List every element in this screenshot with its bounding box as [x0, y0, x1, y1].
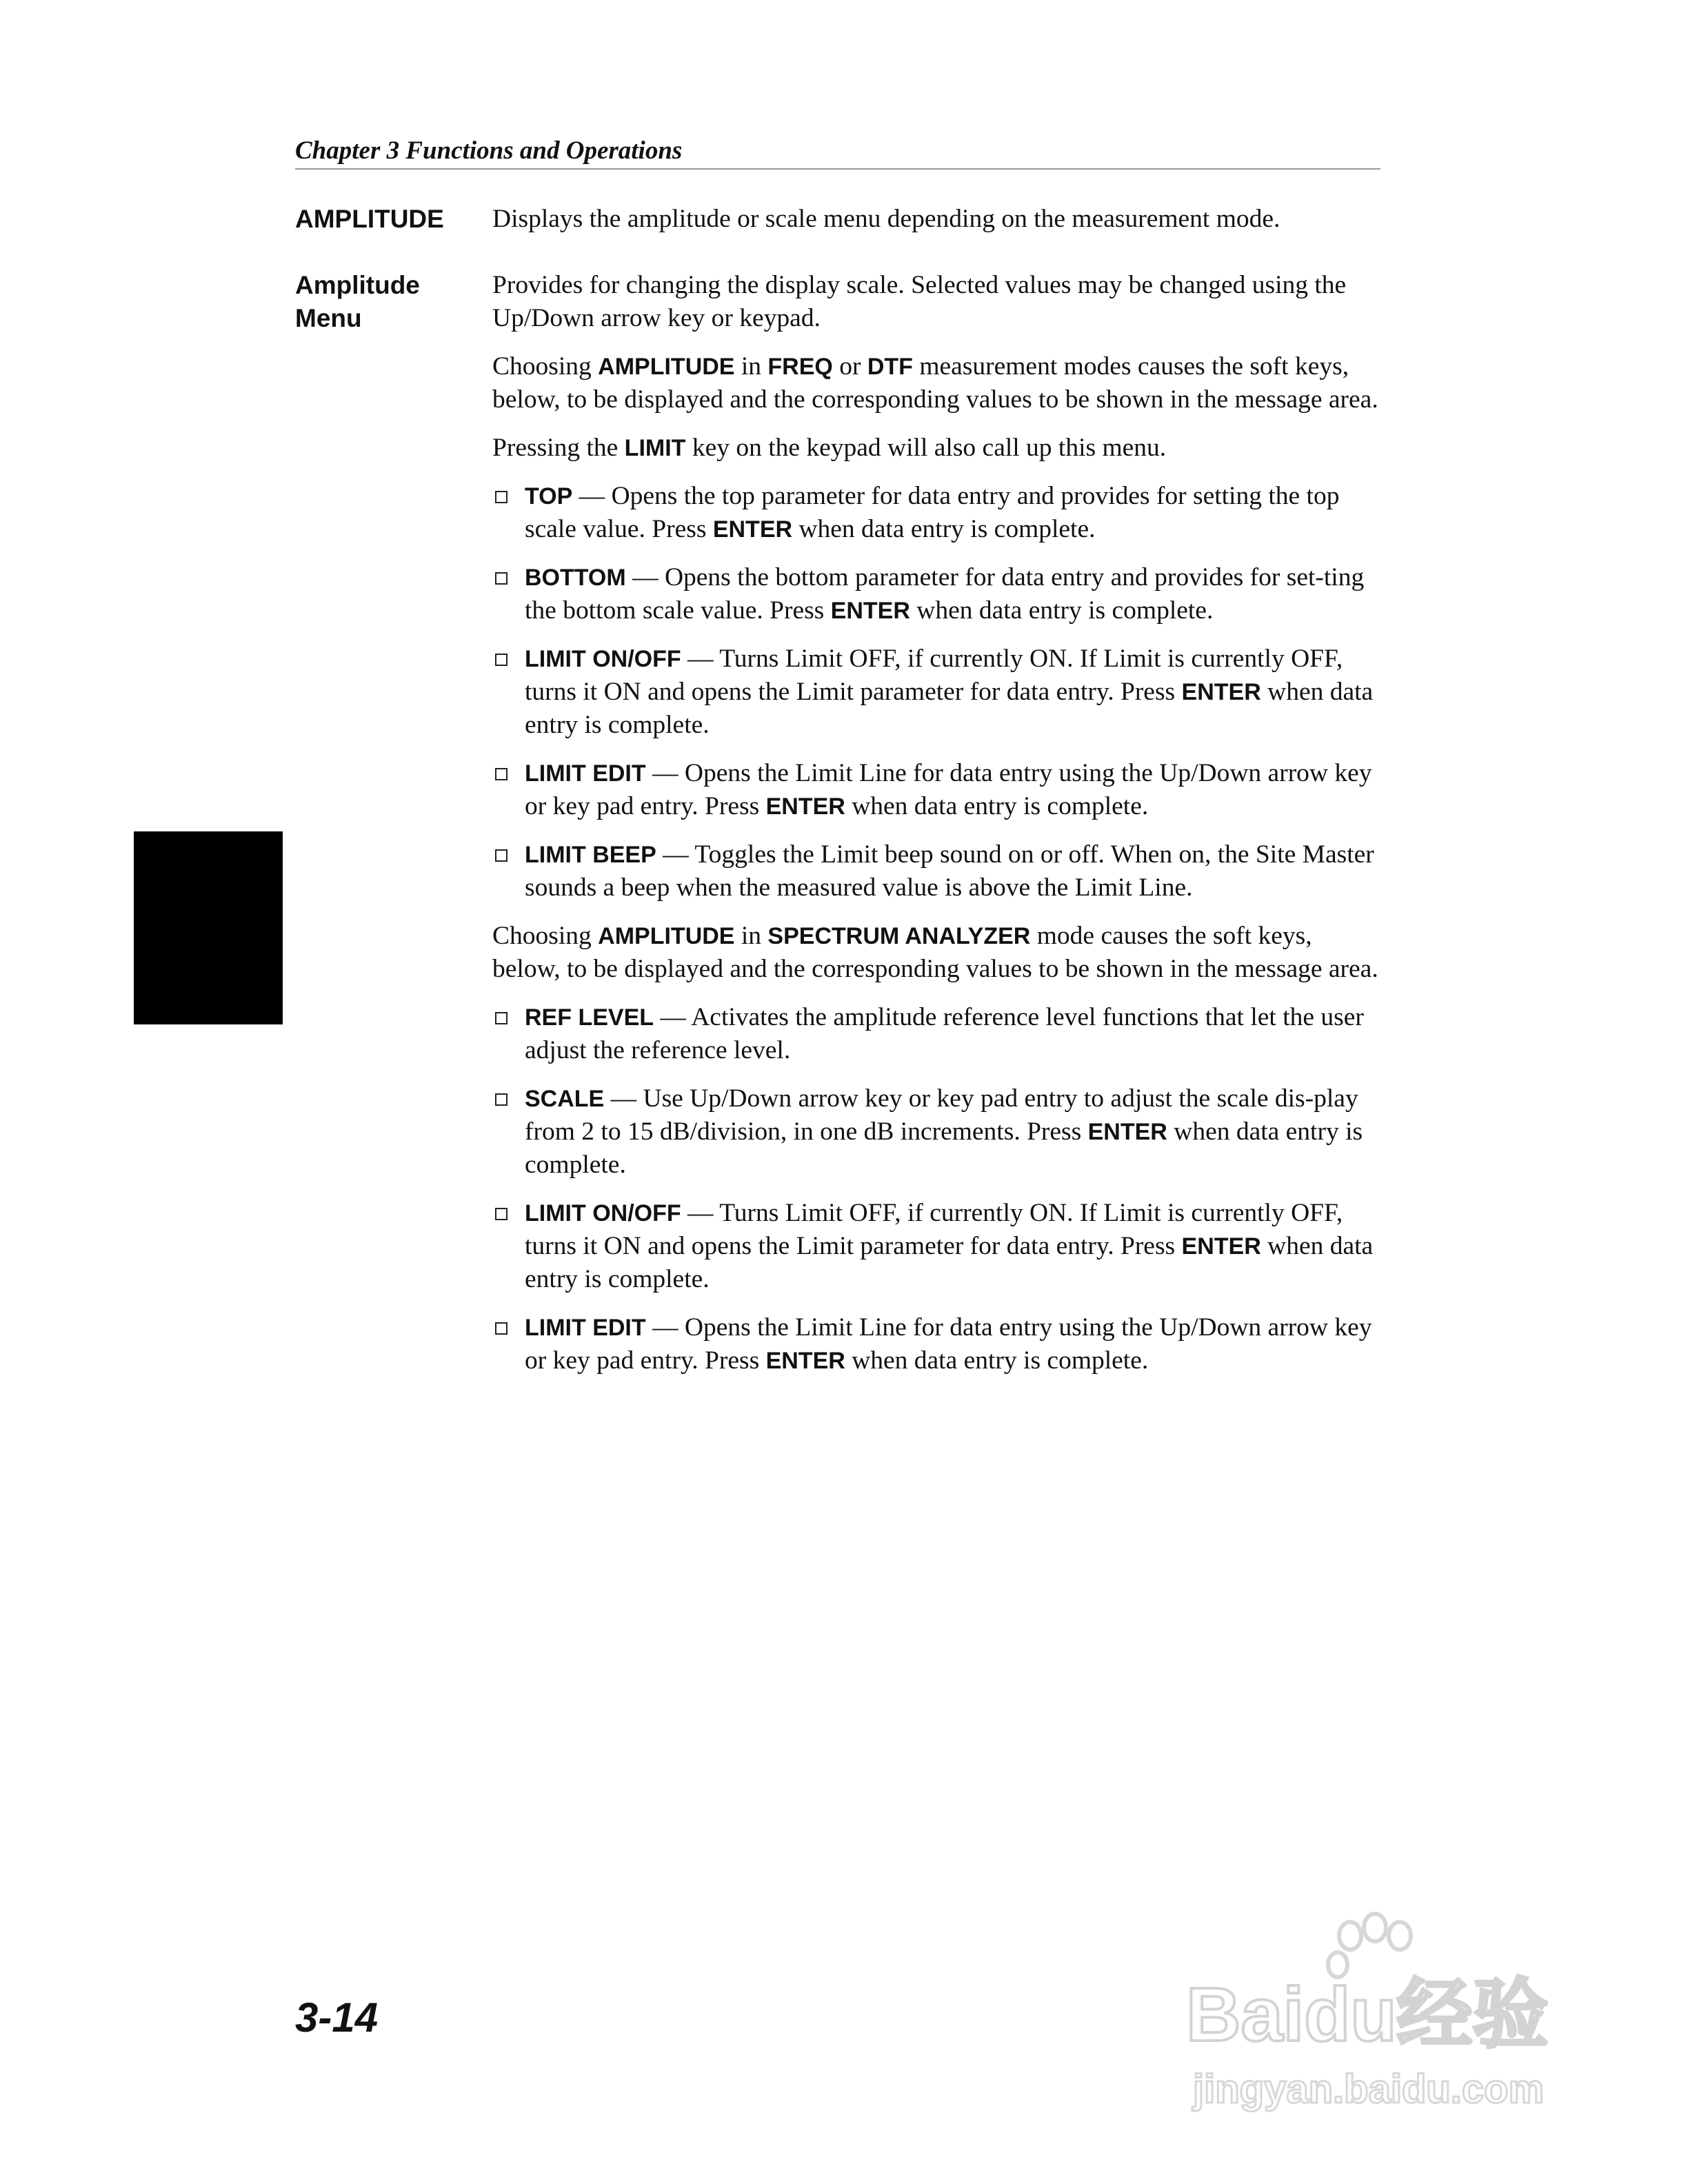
- keyword-spectrum-analyzer: SPECTRUM ANALYZER: [767, 923, 1031, 949]
- list-item: TOP — Opens the top parameter for data entry and provides for setting the top scale value. Press ENTER when data entry is complete.: [492, 480, 1382, 546]
- term-amplitude-menu: [295, 269, 474, 335]
- checkbox-bullet-icon: [495, 572, 508, 585]
- keyword-dtf: DTF: [867, 354, 913, 380]
- amplitude-menu-body: [492, 269, 1382, 1393]
- checkbox-bullet-icon: [495, 849, 508, 862]
- list-item: LIMIT EDIT — Opens the Limit Line for data entry using the Up/Down arrow key or key pad entry. Press ENTER when data entry is complete.: [492, 1311, 1382, 1377]
- keyword-freq: FREQ: [767, 354, 833, 380]
- keyword-amplitude: AMPLITUDE: [598, 354, 735, 380]
- svg-text:jingyan.baidu.com: jingyan.baidu.com: [1193, 2067, 1545, 2112]
- list-item: LIMIT BEEP — Toggles the Limit beep sound on or off. When on, the Site Master sounds a beep when the measured value is above the Limit Line.: [492, 838, 1382, 904]
- list-item: BOTTOM — Opens the bottom parameter for data entry and provides for set-ting the bottom scale value. Press ENTER when data entry is complete.: [492, 561, 1382, 627]
- list-item: LIMIT EDIT — Opens the Limit Line for data entry using the Up/Down arrow key or key pad entry. Press ENTER when data entry is complete.: [492, 757, 1382, 823]
- checkbox-bullet-icon: [495, 768, 508, 780]
- baidu-watermark-logo: [1172, 1910, 1586, 2116]
- term-amplitude-menu-line1: Amplitude: [295, 271, 420, 299]
- checkbox-bullet-icon: [495, 491, 508, 503]
- page-number: 3-14: [295, 1994, 379, 2041]
- list-item: SCALE — Use Up/Down arrow key or key pad entry to adjust the scale dis-play from 2 to 15 dB/division, in one dB increments. Press ENTER when data entry is complete.: [492, 1082, 1382, 1182]
- term-amplitude: AMPLITUDE: [295, 205, 444, 233]
- list-item: LIMIT ON/OFF — Turns Limit OFF, if currently ON. If Limit is currently OFF, turns it ON and opens the Limit parameter for data entry. Press ENTER when data entry is complete.: [492, 643, 1382, 742]
- spectrum-softkey-list: [492, 1001, 1382, 1377]
- checkbox-bullet-icon: [495, 654, 508, 666]
- menu-description: Provides for changing the display scale. Selected values may be changed using the Up/Down arrow key or keypad.: [492, 271, 1347, 332]
- checkbox-bullet-icon: [495, 1093, 508, 1106]
- list-item: REF LEVEL — Activates the amplitude reference level functions that let the user adjust the reference level.: [492, 1001, 1382, 1067]
- limit-key-paragraph: Pressing the LIMIT key on the keypad will also call up this menu.: [492, 434, 1167, 462]
- freq-dtf-paragraph: Choosing AMPLITUDE in FREQ or DTF measurement modes causes the soft keys, below, to be displayed and the corresponding values to be shown in the message area.: [492, 352, 1378, 414]
- svg-text:Baidu经验: Baidu经验: [1186, 1972, 1549, 2057]
- checkbox-bullet-icon: [495, 1208, 508, 1220]
- checkbox-bullet-icon: [495, 1322, 508, 1335]
- freq-softkey-list: [492, 480, 1382, 904]
- amplitude-description: Displays the amplitude or scale menu depending on the measurement mode.: [492, 205, 1280, 233]
- term-amplitude-menu-line2: Menu: [295, 304, 362, 332]
- keyword-amplitude: AMPLITUDE: [598, 923, 735, 949]
- spectrum-analyzer-paragraph: Choosing AMPLITUDE in SPECTRUM ANALYZER mode causes the soft keys, below, to be displayed and the corresponding values to be shown in the message area.: [492, 922, 1378, 983]
- keyword-limit: LIMIT: [624, 435, 686, 461]
- running-header: Chapter 3 Functions and Operations: [295, 135, 1380, 170]
- chapter-thumb-tab: [134, 831, 283, 1024]
- list-item: LIMIT ON/OFF — Turns Limit OFF, if currently ON. If Limit is currently OFF, turns it ON and opens the Limit parameter for data entry. Press ENTER when data entry is complete.: [492, 1197, 1382, 1296]
- checkbox-bullet-icon: [495, 1012, 508, 1024]
